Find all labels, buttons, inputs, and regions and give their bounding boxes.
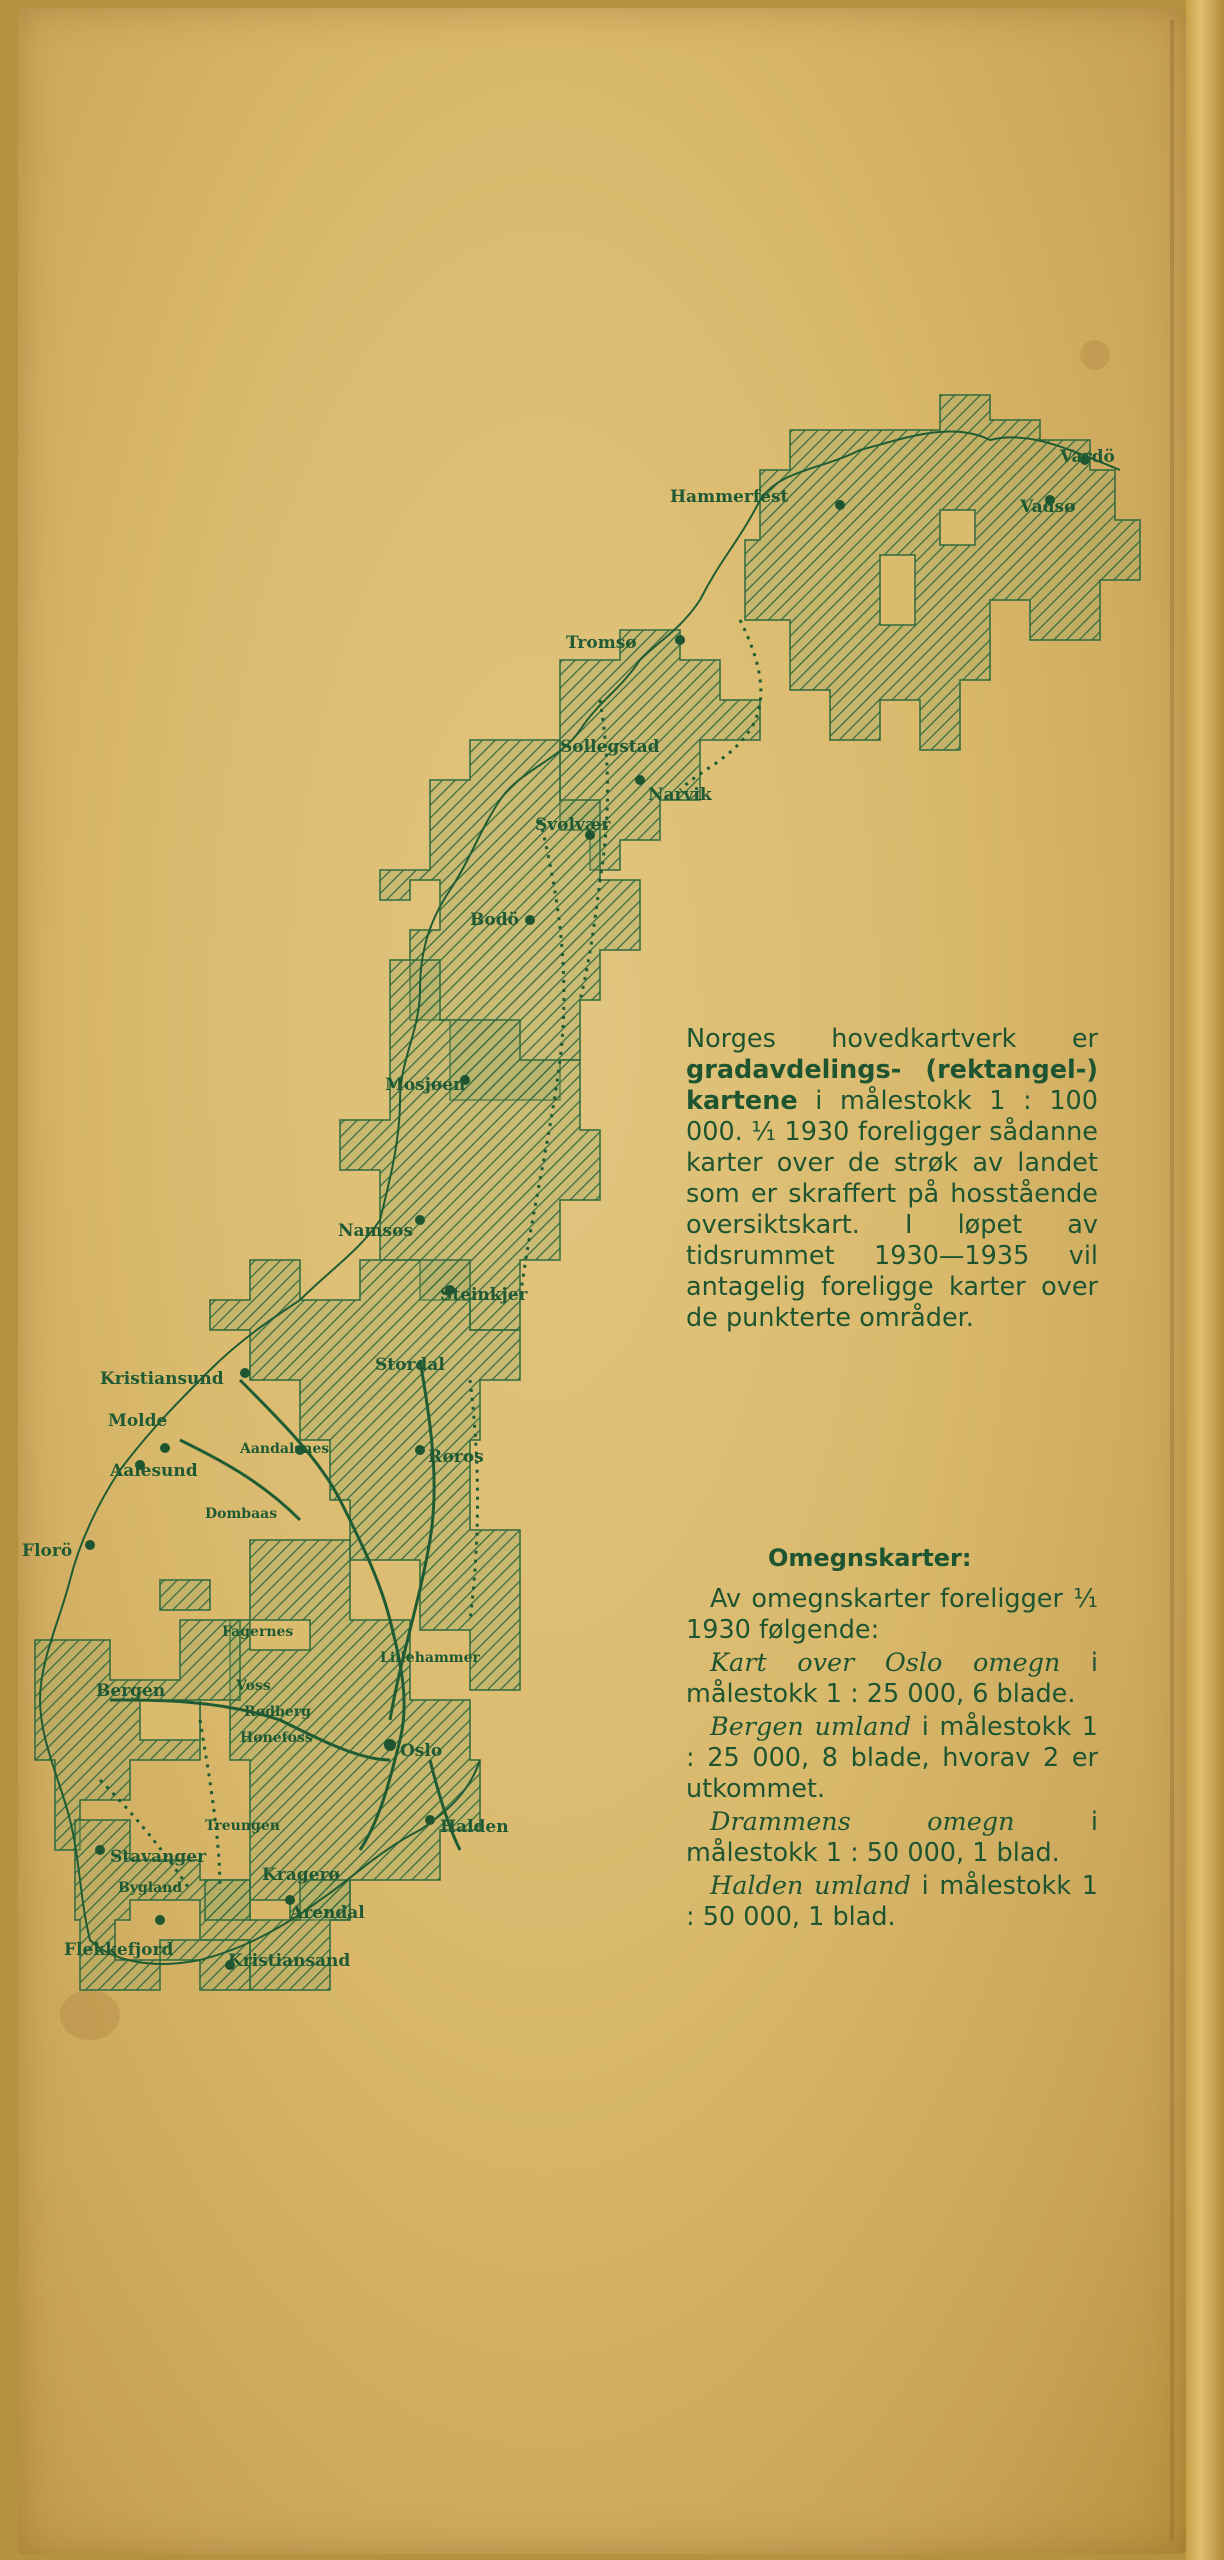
omegn-title: Omegnskarter: [768,1544,972,1572]
omegn-drammen-rest: i målestokk 1 : 50 000, 1 blad. [686,1807,1098,1868]
omegn-intro: Av omegnskarter foreligger ¹⁄₁ 1930 følgende: [686,1584,1098,1645]
label-kristiansand: Kristiansand [228,1951,351,1971]
label-lillehammer: Lillehammer [380,1650,480,1666]
label-honefoss: Hønefoss [240,1730,313,1746]
label-molde: Molde [108,1411,168,1431]
label-arendal: Arendal [290,1903,365,1923]
description-line-1: Norges hovedkartverk er [686,1024,1098,1054]
label-svolvaer: Svolvær [535,815,611,835]
omegn-halden-title: Halden umland [710,1871,911,1901]
label-namsos: Namsos [338,1221,414,1241]
omegn-bergen-rest: i målestokk 1 : 25 000, 8 blade, hvorav 2 er utkommet. [686,1712,1098,1804]
omegn-oslo [686,1648,1098,1710]
omegn-drammen-title: Drammens omegn [710,1807,1015,1837]
label-stavanger: Stavanger [110,1847,207,1867]
omegn-halden [686,1871,1098,1933]
label-sollegstad: Sollegstad [560,737,660,757]
label-oslo: Oslo [400,1741,443,1761]
label-stordal: Stordal [375,1355,445,1375]
label-hammerfest: Hammerfest [670,487,789,507]
omegn-halden-rest: i målestokk 1 : 50 000, 1 blad. [686,1871,1098,1932]
label-dombaas: Dombaas [205,1506,278,1522]
label-flekkefjord: Flekkefjord [64,1940,174,1960]
omegn-oslo-title: Kart over Oslo omegn [710,1648,1061,1678]
description-rest: ¹⁄₁ 1930 foreligger sådanne karter over de strøk av landet som er skraffert på hosstående oversiktskart. I løpet av tidsrummet 1930—1935 vil antagelig foreligge karter over de punkterte områder. [686,1117,1098,1333]
label-mosjoen: Mosjøen [385,1075,466,1095]
omegn-oslo-rest: i målestokk 1 : 25 000, 6 blade. [686,1648,1098,1709]
label-halden: Halden [440,1817,509,1837]
label-fagernes: Fagernes [222,1624,294,1640]
description-bold: gradavdelings- (rektangel-) kartene [686,1055,1098,1116]
label-narvik: Narvik [648,785,712,805]
label-voss: Voss [236,1678,271,1694]
label-aandalsnes: Aandalsnes [240,1441,330,1457]
label-floro: Florö [22,1541,73,1561]
label-kristiansund: Kristiansund [100,1369,224,1389]
label-bygland: Bygland [118,1880,183,1896]
description-scale: i målestokk 1 : 100 000. [686,1086,1098,1147]
omegn-bergen [686,1712,1098,1805]
omegn-drammen [686,1807,1098,1869]
label-kragero: Kragerø [262,1865,340,1885]
label-aalesund: Aalesund [110,1461,198,1481]
omegn-list [686,1584,1098,1935]
label-rodberg: Rødberg [244,1704,311,1720]
omegn-bergen-title: Bergen umland [710,1712,912,1742]
label-bodo: Bodö [470,910,519,930]
label-bergen: Bergen [96,1681,166,1701]
description-text [686,1024,1098,1334]
label-vardo: Vardö [1060,447,1115,467]
description-paragraph [686,1024,1098,1334]
label-vadso: Vadsø [1020,497,1076,517]
label-roros: Røros [428,1447,484,1467]
label-treungen: Treungen [205,1818,280,1834]
label-steinkjer: Steinkjer [440,1285,528,1305]
label-tromso: Tromsø [566,633,637,653]
